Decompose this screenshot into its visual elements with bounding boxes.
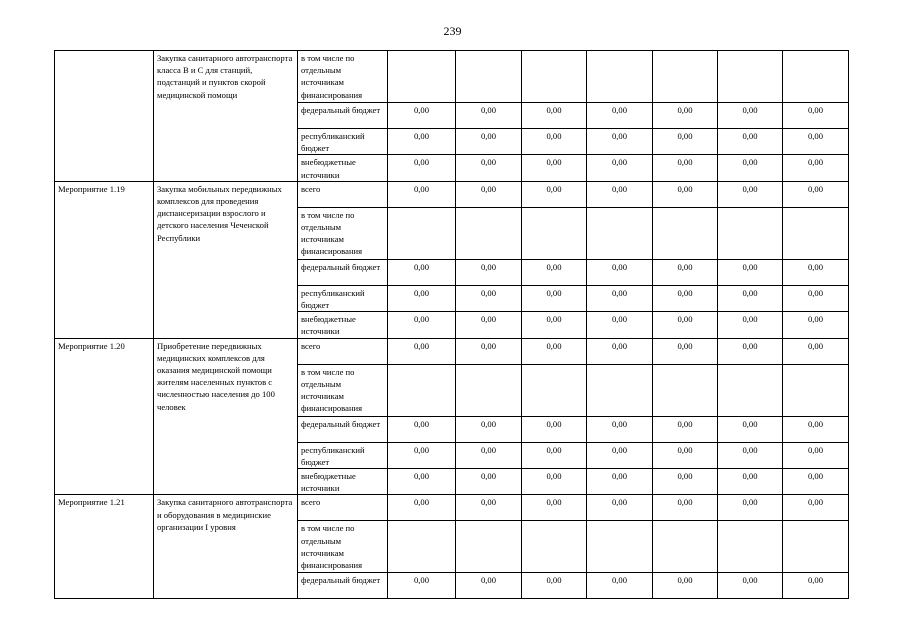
amount-cell — [388, 51, 456, 103]
amount-cell — [718, 51, 783, 103]
amount-cell: 0,00 — [522, 259, 587, 285]
event-description-cell: Закупка санитарного автотранспорта класса В и С для станций, подстанций и пунктов скорой медицинской помощи — [154, 51, 298, 182]
amount-cell: 0,00 — [718, 155, 783, 181]
amount-cell — [456, 207, 522, 259]
event-description-cell: Закупка мобильных передвижных комплексов для проведения диспансеризации взрослого и детского населения Чеченской Республики — [154, 181, 298, 338]
amount-cell: 0,00 — [718, 285, 783, 311]
amount-cell: 0,00 — [718, 442, 783, 468]
amount-cell: 0,00 — [653, 495, 718, 521]
amount-cell: 0,00 — [522, 129, 587, 155]
amount-cell: 0,00 — [456, 285, 522, 311]
amount-cell: 0,00 — [718, 181, 783, 207]
amount-cell — [522, 364, 587, 416]
amount-cell: 0,00 — [388, 573, 456, 599]
amount-cell: 0,00 — [587, 312, 653, 338]
funding-source-cell: в том числе по отдельным источникам финансирования — [298, 364, 388, 416]
amount-cell: 0,00 — [783, 573, 849, 599]
amount-cell: 0,00 — [388, 338, 456, 364]
amount-cell: 0,00 — [653, 181, 718, 207]
table-row — [55, 51, 849, 103]
amount-cell: 0,00 — [653, 573, 718, 599]
amount-cell — [456, 364, 522, 416]
amount-cell — [522, 521, 587, 573]
event-number-cell — [55, 51, 154, 182]
amount-cell: 0,00 — [388, 469, 456, 495]
funding-source-cell: всего — [298, 495, 388, 521]
amount-cell: 0,00 — [718, 495, 783, 521]
amount-cell: 0,00 — [587, 103, 653, 129]
amount-cell: 0,00 — [388, 259, 456, 285]
amount-cell: 0,00 — [653, 338, 718, 364]
amount-cell: 0,00 — [388, 285, 456, 311]
amount-cell: 0,00 — [718, 416, 783, 442]
funding-source-cell: федеральный бюджет — [298, 103, 388, 129]
amount-cell: 0,00 — [653, 259, 718, 285]
amount-cell: 0,00 — [718, 129, 783, 155]
amount-cell: 0,00 — [522, 416, 587, 442]
amount-cell: 0,00 — [456, 442, 522, 468]
amount-cell: 0,00 — [522, 442, 587, 468]
amount-cell: 0,00 — [456, 338, 522, 364]
amount-cell: 0,00 — [653, 312, 718, 338]
amount-cell: 0,00 — [587, 495, 653, 521]
amount-cell — [653, 207, 718, 259]
funding-source-cell: республиканский бюджет — [298, 442, 388, 468]
amount-cell: 0,00 — [783, 103, 849, 129]
financing-table — [54, 50, 849, 599]
event-number-cell: Мероприятие 1.21 — [55, 495, 154, 599]
amount-cell: 0,00 — [388, 442, 456, 468]
amount-cell: 0,00 — [587, 416, 653, 442]
amount-cell: 0,00 — [522, 338, 587, 364]
funding-source-cell: федеральный бюджет — [298, 259, 388, 285]
amount-cell — [388, 521, 456, 573]
amount-cell: 0,00 — [456, 416, 522, 442]
amount-cell — [587, 51, 653, 103]
amount-cell: 0,00 — [522, 469, 587, 495]
amount-cell: 0,00 — [388, 103, 456, 129]
amount-cell: 0,00 — [456, 495, 522, 521]
amount-cell: 0,00 — [653, 469, 718, 495]
amount-cell: 0,00 — [587, 129, 653, 155]
amount-cell: 0,00 — [718, 469, 783, 495]
amount-cell: 0,00 — [718, 103, 783, 129]
amount-cell: 0,00 — [522, 312, 587, 338]
amount-cell: 0,00 — [718, 312, 783, 338]
amount-cell — [587, 364, 653, 416]
amount-cell: 0,00 — [522, 103, 587, 129]
amount-cell: 0,00 — [388, 495, 456, 521]
amount-cell: 0,00 — [522, 573, 587, 599]
amount-cell: 0,00 — [587, 469, 653, 495]
amount-cell — [718, 364, 783, 416]
amount-cell: 0,00 — [456, 129, 522, 155]
amount-cell: 0,00 — [456, 155, 522, 181]
amount-cell: 0,00 — [456, 469, 522, 495]
amount-cell: 0,00 — [522, 155, 587, 181]
event-number-cell: Мероприятие 1.19 — [55, 181, 154, 338]
amount-cell: 0,00 — [456, 259, 522, 285]
amount-cell: 0,00 — [587, 573, 653, 599]
table-row — [55, 181, 849, 207]
funding-source-cell: федеральный бюджет — [298, 573, 388, 599]
amount-cell: 0,00 — [587, 338, 653, 364]
funding-source-cell: в том числе по отдельным источникам финансирования — [298, 521, 388, 573]
amount-cell: 0,00 — [456, 312, 522, 338]
amount-cell: 0,00 — [456, 573, 522, 599]
amount-cell: 0,00 — [718, 573, 783, 599]
amount-cell: 0,00 — [522, 495, 587, 521]
funding-source-cell: всего — [298, 338, 388, 364]
amount-cell: 0,00 — [783, 285, 849, 311]
amount-cell: 0,00 — [653, 416, 718, 442]
funding-source-cell: федеральный бюджет — [298, 416, 388, 442]
amount-cell: 0,00 — [388, 312, 456, 338]
amount-cell: 0,00 — [783, 495, 849, 521]
amount-cell: 0,00 — [783, 181, 849, 207]
amount-cell: 0,00 — [783, 259, 849, 285]
amount-cell — [783, 207, 849, 259]
amount-cell — [388, 207, 456, 259]
amount-cell: 0,00 — [456, 181, 522, 207]
amount-cell: 0,00 — [783, 155, 849, 181]
amount-cell — [653, 51, 718, 103]
event-number-cell: Мероприятие 1.20 — [55, 338, 154, 495]
funding-source-cell: внебюджетные источники — [298, 469, 388, 495]
amount-cell: 0,00 — [653, 285, 718, 311]
amount-cell: 0,00 — [587, 259, 653, 285]
funding-source-cell: внебюджетные источники — [298, 312, 388, 338]
table-row — [55, 338, 849, 364]
amount-cell: 0,00 — [783, 442, 849, 468]
amount-cell — [456, 51, 522, 103]
amount-cell: 0,00 — [587, 155, 653, 181]
page-number: 239 — [443, 24, 462, 38]
amount-cell — [783, 51, 849, 103]
amount-cell: 0,00 — [783, 129, 849, 155]
event-description-cell: Закупка санитарного автотранспорта и оборудования в медицинские организации I уровня — [154, 495, 298, 599]
amount-cell — [587, 207, 653, 259]
amount-cell: 0,00 — [653, 155, 718, 181]
event-description-cell: Приобретение передвижных медицинских комплексов для оказания медицинской помощи жителям населенных пунктов с численностью населения до 100 человек — [154, 338, 298, 495]
amount-cell: 0,00 — [783, 469, 849, 495]
amount-cell: 0,00 — [587, 442, 653, 468]
amount-cell: 0,00 — [718, 338, 783, 364]
amount-cell — [718, 521, 783, 573]
funding-source-cell: в том числе по отдельным источникам финансирования — [298, 51, 388, 103]
amount-cell: 0,00 — [783, 312, 849, 338]
amount-cell: 0,00 — [388, 129, 456, 155]
amount-cell: 0,00 — [388, 416, 456, 442]
amount-cell — [718, 207, 783, 259]
amount-cell: 0,00 — [783, 416, 849, 442]
funding-source-cell: внебюджетные источники — [298, 155, 388, 181]
amount-cell — [783, 521, 849, 573]
amount-cell — [388, 364, 456, 416]
amount-cell: 0,00 — [522, 285, 587, 311]
amount-cell: 0,00 — [587, 285, 653, 311]
amount-cell: 0,00 — [653, 129, 718, 155]
amount-cell — [456, 521, 522, 573]
amount-cell: 0,00 — [587, 181, 653, 207]
funding-source-cell: в том числе по отдельным источникам финансирования — [298, 207, 388, 259]
amount-cell: 0,00 — [653, 103, 718, 129]
amount-cell — [522, 51, 587, 103]
amount-cell — [522, 207, 587, 259]
amount-cell — [653, 521, 718, 573]
funding-source-cell: республиканский бюджет — [298, 285, 388, 311]
table-row — [55, 495, 849, 521]
amount-cell: 0,00 — [783, 338, 849, 364]
funding-source-cell: республиканский бюджет — [298, 129, 388, 155]
amount-cell — [653, 364, 718, 416]
amount-cell: 0,00 — [653, 442, 718, 468]
amount-cell — [783, 364, 849, 416]
amount-cell: 0,00 — [718, 259, 783, 285]
amount-cell: 0,00 — [388, 155, 456, 181]
funding-source-cell: всего — [298, 181, 388, 207]
amount-cell: 0,00 — [456, 103, 522, 129]
amount-cell — [587, 521, 653, 573]
amount-cell: 0,00 — [522, 181, 587, 207]
amount-cell: 0,00 — [388, 181, 456, 207]
